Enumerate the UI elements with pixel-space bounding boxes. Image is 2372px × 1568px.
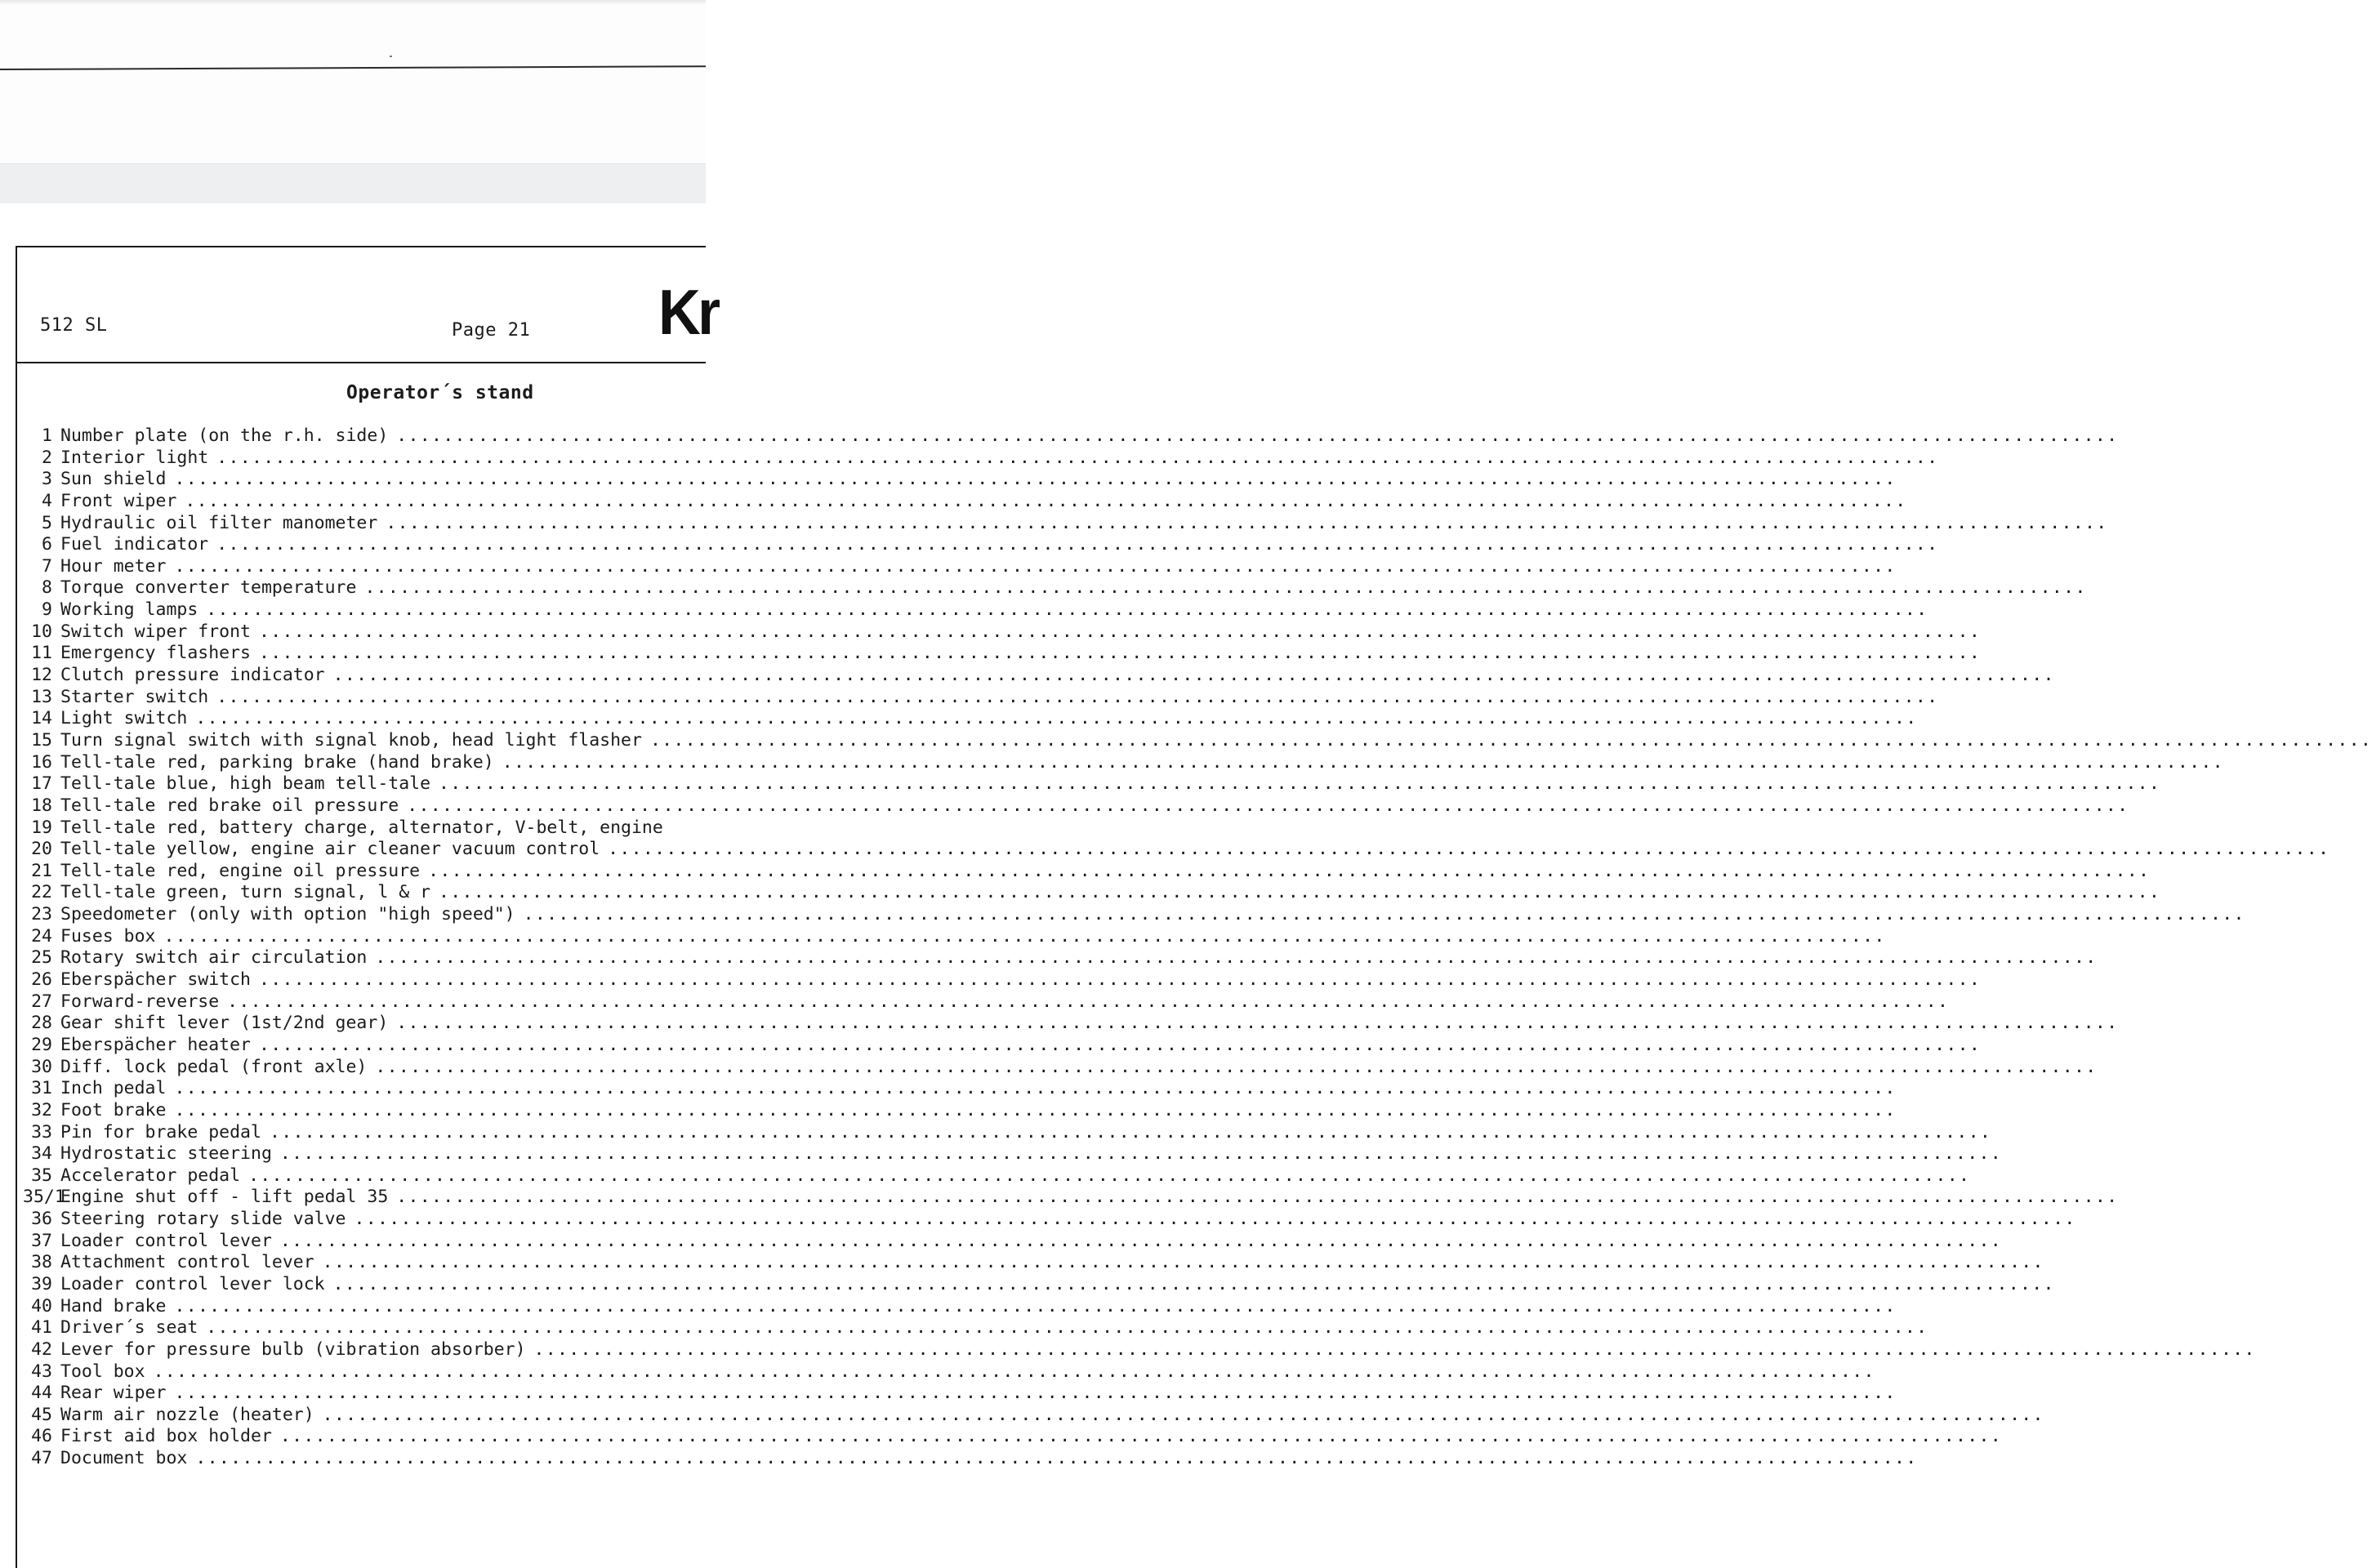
item-label: Hydraulic oil filter manometer: [60, 512, 378, 533]
list-item: [23, 1165, 706, 1187]
list-item: [23, 1296, 706, 1318]
dot-leader: [166, 1078, 1896, 1100]
list-item: [23, 556, 706, 578]
item-label: Driver´s seat: [60, 1317, 198, 1339]
dot-leader: [356, 577, 2086, 599]
section-title: Operator´s stand: [346, 382, 534, 403]
list-item: [23, 839, 706, 861]
dot-leader: [325, 665, 2055, 687]
dot-leader: [198, 599, 1928, 621]
item-number: 28: [31, 1013, 52, 1034]
list-item: [23, 643, 706, 665]
list-item: [23, 1448, 706, 1470]
item-number: 39: [31, 1273, 52, 1294]
dot-leader: [346, 1209, 2076, 1231]
dot-leader: [166, 556, 1896, 578]
item-number: 22: [31, 882, 52, 903]
list-item: [23, 773, 706, 795]
item-label: Eberspächer heater: [60, 1034, 251, 1055]
scan-speck: [390, 56, 392, 57]
dot-leader: [272, 1231, 2002, 1253]
dot-leader: [176, 491, 1906, 513]
dot-leader: [187, 708, 1917, 730]
item-number: 31: [31, 1078, 52, 1099]
item-number: 20: [31, 839, 52, 860]
item-number: 24: [31, 925, 52, 947]
item-number: 6: [42, 534, 52, 555]
item-number: 4: [42, 490, 52, 511]
item-label: Starter switch: [60, 686, 209, 707]
item-label: Turn signal switch with signal knob, head light flasher: [60, 729, 642, 751]
item-label: Attachment control lever: [60, 1252, 314, 1273]
item-label: Tell-tale red, parking brake (hand brake): [60, 751, 494, 773]
list-item: [23, 1383, 706, 1405]
dot-leader: [156, 926, 1886, 948]
dot-leader: [208, 687, 1938, 709]
item-number: 17: [31, 773, 52, 795]
item-number: 43: [31, 1361, 52, 1382]
item-number: 15: [31, 729, 52, 751]
item-label: Number plate (on the r.h. side): [60, 425, 389, 446]
item-label: Document box: [60, 1448, 188, 1469]
dot-leader: [240, 1165, 1970, 1187]
list-item: [23, 926, 706, 948]
page-border-left: [16, 246, 17, 1568]
list-item: [23, 1274, 706, 1296]
item-label: Loader control lever: [60, 1230, 272, 1251]
dot-leader: [145, 1361, 1875, 1383]
item-number: 18: [31, 795, 52, 816]
dot-leader: [515, 904, 2245, 926]
list-item: [23, 817, 706, 840]
item-number: 35: [31, 1165, 52, 1186]
item-label: Tool box: [60, 1361, 145, 1382]
list-item: [23, 1252, 706, 1274]
item-label: Front wiper: [60, 490, 177, 511]
list-item: [23, 1231, 706, 1253]
item-number: 45: [31, 1404, 52, 1425]
dot-leader: [600, 839, 2330, 861]
list-item: [23, 882, 706, 904]
item-label: Lever for pressure bulb (vibration absorber): [60, 1339, 526, 1360]
item-number: 7: [42, 555, 52, 577]
list-item: [23, 1100, 706, 1122]
dot-leader: [325, 1274, 2055, 1296]
item-label: Torque converter temperature: [60, 577, 357, 599]
item-label: Rear wiper: [60, 1383, 167, 1404]
item-number: 2: [42, 447, 52, 468]
list-item: [23, 1209, 706, 1231]
item-number: 34: [31, 1143, 52, 1165]
item-label: Tell-tale red brake oil pressure: [60, 795, 399, 816]
item-label: Tell-tale red, battery charge, alternator, V-belt, engine: [60, 817, 663, 838]
previous-page-fragment: [0, 0, 706, 163]
dot-leader: [642, 730, 2372, 752]
dot-leader: [166, 1100, 1896, 1122]
list-item: [23, 513, 706, 535]
item-number: 14: [31, 708, 52, 729]
item-number: 41: [31, 1317, 52, 1339]
dot-leader: [166, 1383, 1896, 1405]
item-number: 37: [31, 1230, 52, 1251]
dot-leader: [526, 1339, 2256, 1361]
list-item: [23, 1078, 706, 1100]
list-item: [23, 904, 706, 926]
list-item: [23, 665, 706, 687]
item-label: Eberspächer switch: [60, 969, 251, 991]
item-number: 13: [31, 686, 52, 707]
dot-leader: [166, 1296, 1896, 1318]
item-label: Warm air nozzle (heater): [60, 1404, 314, 1425]
dot-leader: [494, 752, 2224, 774]
list-item: [23, 425, 706, 448]
dot-leader: [198, 1317, 1928, 1339]
list-item: [23, 448, 706, 470]
item-number: 33: [31, 1121, 52, 1143]
list-item: [23, 1122, 706, 1144]
dot-leader: [314, 1405, 2044, 1427]
item-label: Light switch: [60, 708, 188, 729]
list-item: [23, 469, 706, 491]
dot-leader: [251, 1035, 1981, 1057]
item-label: Pin for brake pedal: [60, 1121, 261, 1143]
item-number: 16: [31, 751, 52, 773]
list-item: [23, 1339, 706, 1361]
item-label: Sun shield: [60, 469, 167, 490]
item-label: Inch pedal: [60, 1078, 167, 1099]
dot-leader: [208, 534, 1938, 556]
item-label: Switch wiper front: [60, 621, 251, 642]
dot-leader: [251, 643, 1981, 665]
item-number: 36: [31, 1209, 52, 1230]
page-number: Page 21: [452, 320, 531, 341]
list-item: [23, 752, 706, 774]
item-number: 23: [31, 904, 52, 925]
list-item: [23, 491, 706, 513]
item-label: Speedometer (only with option "high speed"): [60, 904, 515, 925]
dot-leader: [272, 1426, 2002, 1448]
dot-leader: [251, 621, 1981, 644]
item-label: Gear shift lever (1st/2nd gear): [60, 1013, 389, 1034]
item-number: 26: [31, 969, 52, 991]
list-item: [23, 621, 706, 644]
dot-leader: [420, 861, 2150, 883]
item-number: 35/1: [23, 1187, 65, 1208]
page-separator: [0, 163, 706, 204]
dot-leader: [367, 1057, 2097, 1079]
list-item: [23, 1405, 706, 1427]
dot-leader: [377, 513, 2107, 535]
list-item: [23, 969, 706, 991]
list-item: [23, 1013, 706, 1035]
item-number: 30: [31, 1056, 52, 1077]
list-item: [23, 599, 706, 621]
dot-leader: [430, 773, 2160, 795]
item-number: 32: [31, 1099, 52, 1120]
list-item: [23, 534, 706, 556]
item-label: Foot brake: [60, 1099, 167, 1120]
item-label: Tell-tale blue, high beam tell-tale: [60, 773, 431, 795]
item-label: Emergency flashers: [60, 643, 251, 664]
dot-leader: [272, 1143, 2002, 1165]
dot-leader: [187, 1448, 1917, 1470]
list-item: [23, 861, 706, 883]
item-label: Hydrostatic steering: [60, 1143, 272, 1165]
item-label: Rotary switch air circulation: [60, 947, 368, 969]
document-page: [0, 203, 718, 1568]
page-border-top: [16, 246, 706, 247]
dot-leader: [251, 969, 1981, 991]
item-label: Hour meter: [60, 555, 167, 577]
list-item: [23, 577, 706, 599]
item-number: 1: [42, 425, 52, 446]
item-label: Engine shut off - lift pedal 35: [60, 1187, 389, 1208]
item-label: Steering rotary slide valve: [60, 1209, 346, 1230]
list-item: [23, 687, 706, 709]
item-label: Clutch pressure indicator: [60, 665, 325, 686]
dot-leader: [166, 469, 1896, 491]
item-number: 10: [31, 621, 52, 642]
item-label: Interior light: [60, 447, 209, 468]
item-number: 38: [31, 1252, 52, 1273]
dot-leader: [208, 448, 1938, 470]
parts-list: [23, 425, 706, 1470]
item-number: 3: [42, 469, 52, 490]
list-item: [23, 1057, 706, 1079]
item-number: 19: [31, 817, 52, 838]
item-label: Loader control lever lock: [60, 1273, 325, 1294]
item-number: 12: [31, 665, 52, 686]
item-label: Tell-tale red, engine oil pressure: [60, 860, 421, 881]
dot-leader: [399, 795, 2129, 817]
item-number: 5: [42, 512, 52, 533]
item-number: 46: [31, 1426, 52, 1447]
dot-leader: [388, 425, 2118, 448]
dot-leader: [261, 1122, 1991, 1144]
item-number: 25: [31, 947, 52, 969]
dot-leader: [430, 882, 2160, 904]
item-number: 40: [31, 1295, 52, 1316]
item-label: Diff. lock pedal (front axle): [60, 1056, 368, 1077]
item-label: Tell-tale yellow, engine air cleaner vacuum control: [60, 839, 600, 860]
list-item: [23, 1187, 706, 1209]
item-number: 44: [31, 1383, 52, 1404]
item-label: Hand brake: [60, 1295, 167, 1316]
dot-leader: [219, 991, 1949, 1013]
list-item: [23, 730, 706, 752]
item-label: Forward-reverse: [60, 991, 220, 1012]
item-label: Fuses box: [60, 925, 156, 947]
item-label: Accelerator pedal: [60, 1165, 241, 1186]
dot-leader: [367, 947, 2097, 969]
list-item: [23, 1317, 706, 1339]
header-divider: [16, 362, 706, 363]
item-number: 21: [31, 860, 52, 881]
item-number: 29: [31, 1034, 52, 1055]
list-item: [23, 1035, 706, 1057]
item-label: Tell-tale green, turn signal, l & r: [60, 882, 431, 903]
item-number: 47: [31, 1448, 52, 1469]
dot-leader: [388, 1013, 2118, 1035]
top-shade: [0, 0, 706, 5]
item-label: Fuel indicator: [60, 534, 209, 555]
list-item: [23, 795, 706, 817]
dot-leader: [314, 1252, 2044, 1274]
item-number: 11: [31, 643, 52, 664]
item-number: 8: [42, 577, 52, 599]
item-label: Working lamps: [60, 599, 198, 621]
previous-page-rule: [0, 65, 706, 70]
list-item: [23, 1426, 706, 1448]
item-number: 9: [42, 599, 52, 621]
list-item: [23, 708, 706, 730]
list-item: [23, 991, 706, 1013]
item-label: First aid box holder: [60, 1426, 272, 1447]
item-number: 42: [31, 1339, 52, 1360]
list-item: [23, 1143, 706, 1165]
dot-leader: [388, 1187, 2118, 1209]
brand-logo: Kr: [658, 276, 718, 348]
list-item: [23, 947, 706, 969]
model-number: 512 SL: [40, 315, 108, 336]
list-item: [23, 1361, 706, 1383]
item-number: 27: [31, 991, 52, 1012]
